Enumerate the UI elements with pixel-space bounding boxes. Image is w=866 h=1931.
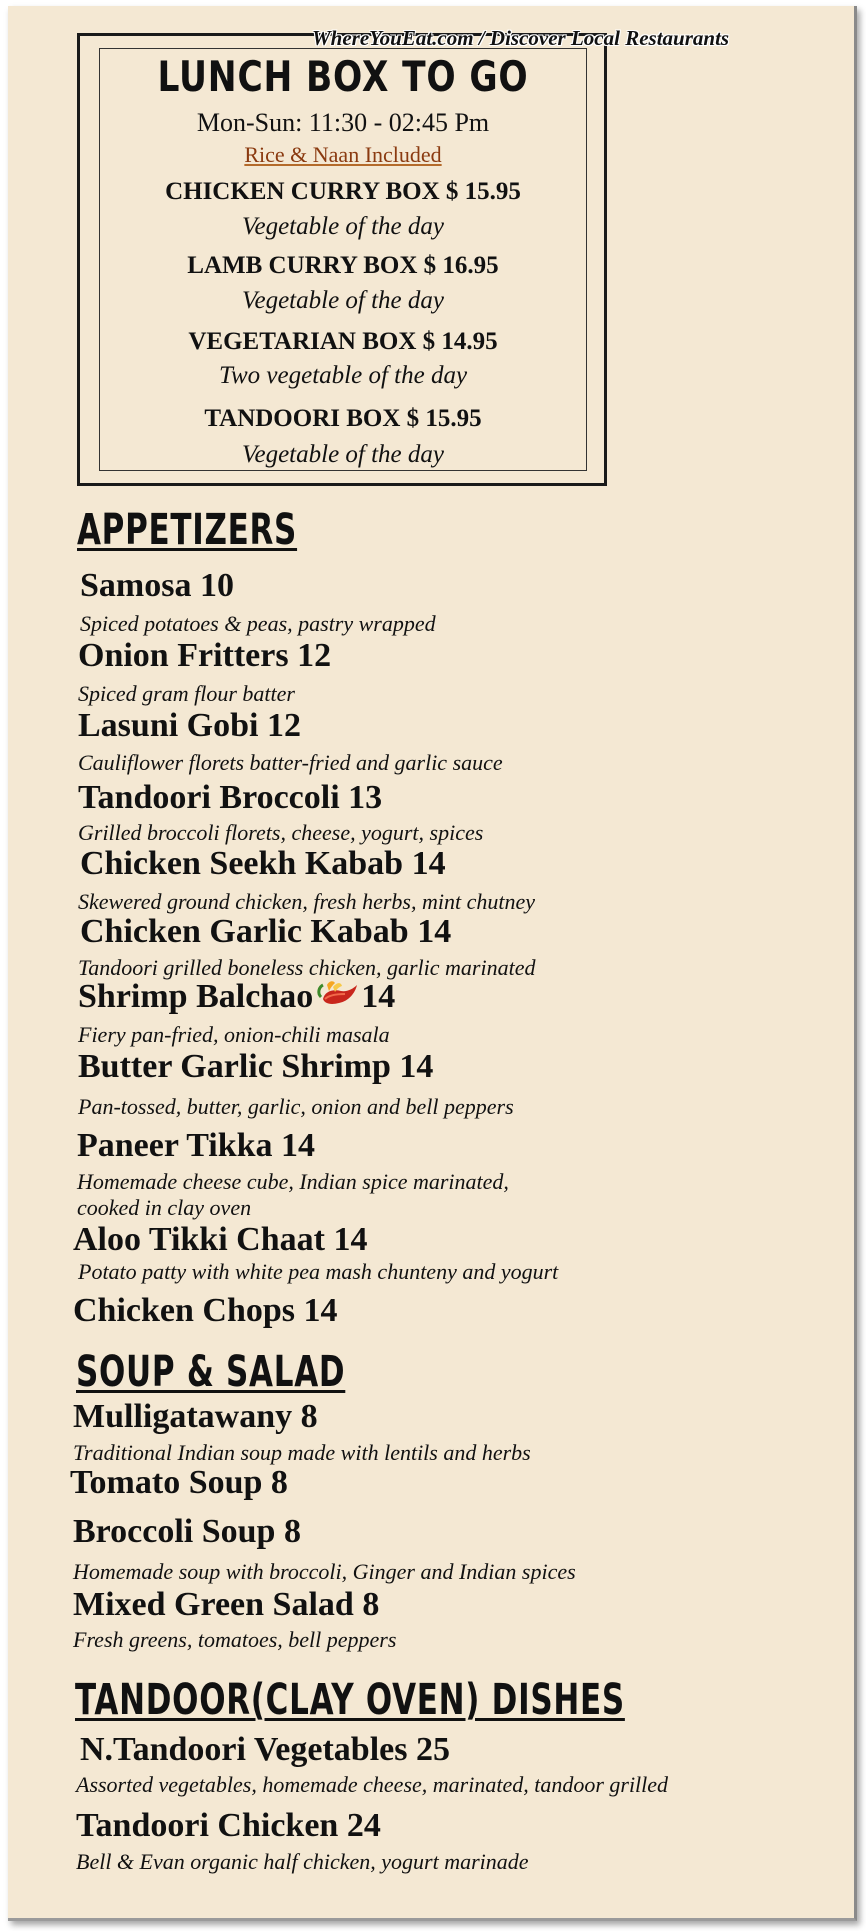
menu-item-desc: Assorted vegetables, homemade cheese, marinated, tandoor grilled (76, 1772, 669, 1797)
watermark-text: WhereYouEat.com / Discover Local Restaurants (312, 26, 730, 50)
lunch-box-item-name: TANDOORI BOX $ 15.95 (204, 405, 482, 432)
menu-item-name: Tandoori Chicken 24 (76, 1807, 381, 1844)
lunch-box-note: Rice & Naan Included (244, 142, 442, 167)
menu-item-desc: Spiced potatoes & peas, pastry wrapped (80, 611, 436, 636)
menu-item-name: Paneer Tikka 14 (77, 1127, 316, 1164)
lunch-box-hours: Mon-Sun: 11:30 - 02:45 Pm (196, 108, 490, 137)
lunch-box-item-name: LAMB CURRY BOX $ 16.95 (187, 252, 499, 279)
section-title-tandoor: TANDOOR(CLAY OVEN) DISHES (75, 1675, 625, 1725)
menu-item-desc: Spiced gram flour batter (78, 681, 295, 706)
lunch-box-item-name: VEGETARIAN BOX $ 14.95 (188, 328, 498, 355)
menu-item-name: Mulligatawany 8 (73, 1398, 318, 1435)
menu-item-desc: Cauliflower florets batter-fried and garlic sauce (78, 750, 503, 775)
menu-item-desc: Pan-tossed, butter, garlic, onion and bell peppers (78, 1094, 514, 1119)
menu-item-name: Tandoori Broccoli 13 (78, 779, 383, 816)
menu-item-desc: Skewered ground chicken, fresh herbs, mint chutney (78, 889, 535, 914)
menu-item-name: Onion Fritters 12 (78, 637, 332, 674)
lunch-box-item-desc: Vegetable of the day (241, 213, 444, 240)
menu-item-name-with-icon (78, 978, 395, 1016)
menu-item-name: Shrimp Balchao (78, 978, 314, 1015)
lunch-box-title: LUNCH BOX TO GO (157, 52, 529, 101)
section-title-appetizers: APPETIZERS (77, 505, 298, 555)
lunch-box-item-desc: Vegetable of the day (241, 287, 444, 314)
menu-item-name: Samosa 10 (80, 567, 234, 604)
menu-item-name: Mixed Green Salad 8 (73, 1586, 380, 1623)
menu-item-name: Chicken Seekh Kabab 14 (80, 845, 446, 882)
menu-item-desc: Fiery pan-fried, onion-chili masala (78, 1022, 390, 1047)
menu-item-desc: Bell & Evan organic half chicken, yogurt marinade (76, 1849, 529, 1874)
menu-item-name: Aloo Tikki Chaat 14 (73, 1221, 368, 1258)
menu-item-price: 14 (361, 978, 396, 1015)
menu-item-name: Lasuni Gobi 12 (78, 707, 301, 744)
section-title-soup-salad: SOUP & SALAD (76, 1347, 346, 1397)
menu-item-desc: Homemade cheese cube, Indian spice marinated, (77, 1169, 509, 1194)
chili-pepper-icon (315, 979, 359, 1011)
menu-item-desc: Tandoori grilled boneless chicken, garlic marinated (78, 955, 536, 980)
menu-item-name: Chicken Garlic Kabab 14 (80, 913, 452, 950)
lunch-box-item-name: CHICKEN CURRY BOX $ 15.95 (165, 178, 521, 205)
menu-item-desc: cooked in clay oven (77, 1195, 252, 1220)
menu-item-name: Butter Garlic Shrimp 14 (78, 1048, 434, 1085)
menu-item-desc: Fresh greens, tomatoes, bell peppers (73, 1627, 397, 1652)
menu-item-name: Chicken Chops 14 (73, 1292, 338, 1329)
menu-item-desc: Homemade soup with broccoli, Ginger and Indian spices (73, 1559, 576, 1584)
lunch-box-item-desc: Vegetable of the day (241, 441, 444, 468)
menu-item-name: N.Tandoori Vegetables 25 (80, 1731, 450, 1768)
lunch-box-item-desc: Two vegetable of the day (218, 362, 468, 389)
menu-item-desc: Potato patty with white pea mash chunteny and yogurt (78, 1259, 559, 1284)
menu-item-name: Broccoli Soup 8 (73, 1513, 301, 1550)
menu-item-name: Tomato Soup 8 (70, 1464, 288, 1501)
menu-item-desc: Grilled broccoli florets, cheese, yogurt, spices (78, 820, 484, 845)
menu-item-desc: Traditional Indian soup made with lentils and herbs (73, 1440, 531, 1465)
